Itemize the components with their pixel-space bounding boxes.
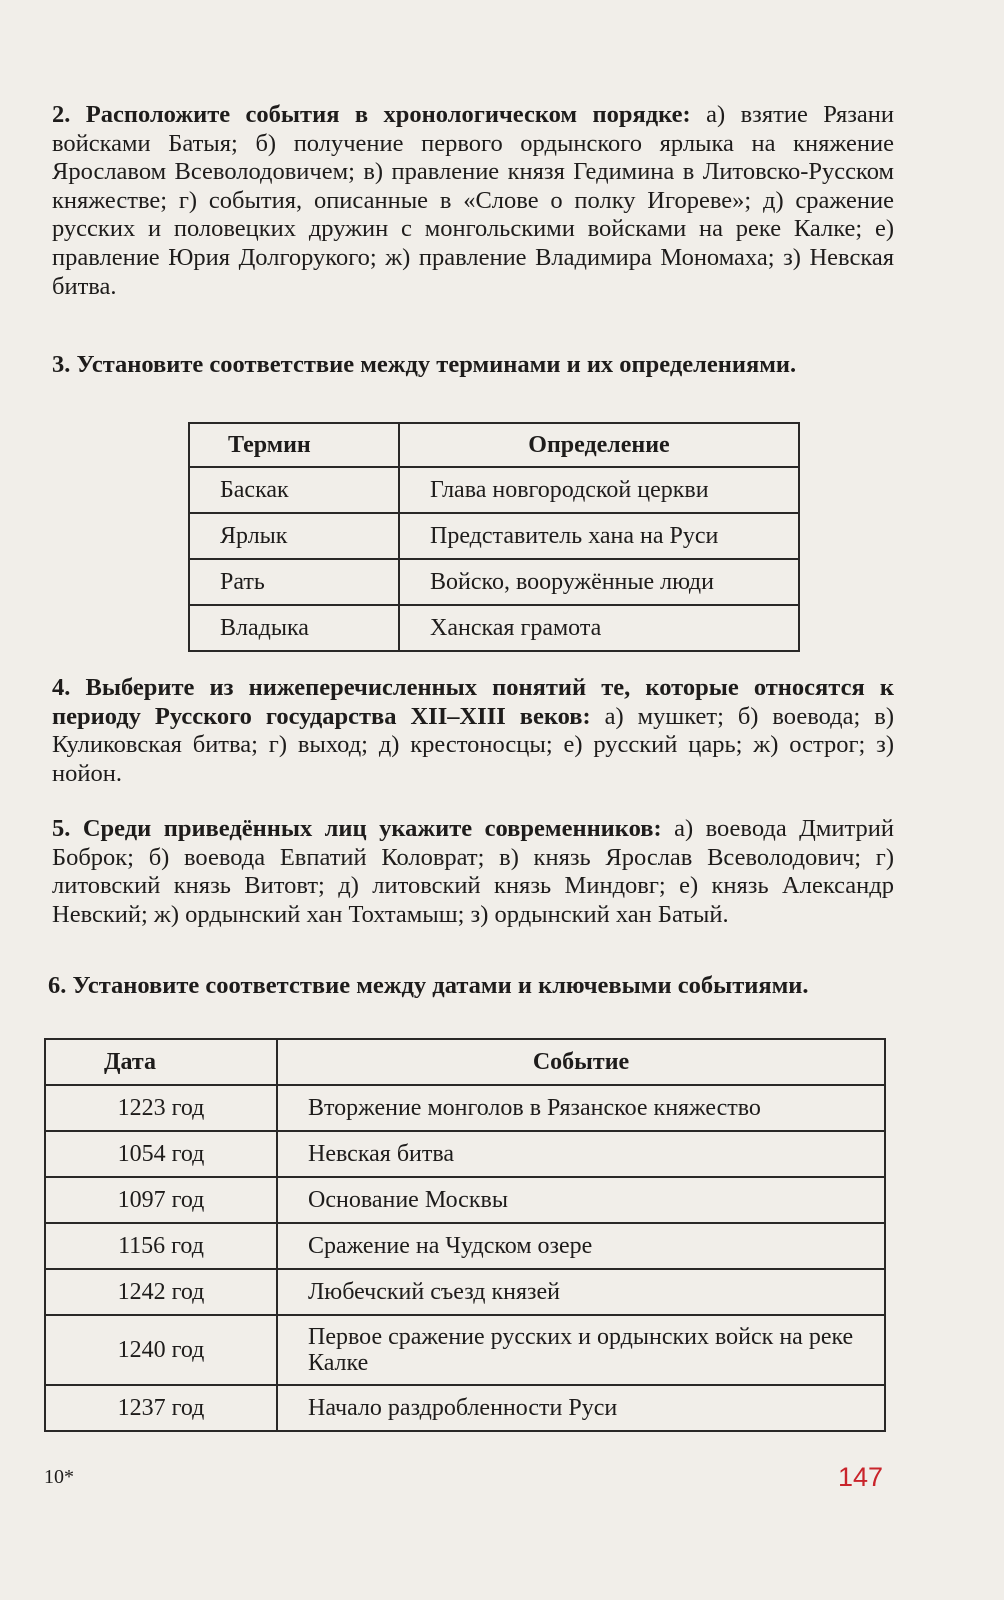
column-header-term: Термин (189, 423, 399, 467)
task-2 (52, 101, 894, 301)
task-5-heading: 5. Среди приведённых лиц укажите современников: (52, 815, 662, 842)
task-5-body: а) воевода Дмитрий Боброк; б) воевода Евпатий Коловрат; в) князь Ярослав Всеволодович; г) литовский князь Витовт; д) литовский князь Миндовг; е) князь Александр Невский; ж) ордынский хан Тохтамыш; з) ордынский хан Батый. (52, 815, 894, 928)
signature-mark: 10* (44, 1466, 74, 1488)
terms-table (188, 422, 800, 652)
task-2-body: а) взятие Рязани войсками Батыя; б) получение первого ордынского ярлыка на княжение Ярославом Всеволодовичем; в) правление князя Гедимина в Литовско-Русском княжестве; г) события, описанные в «Слове о полку Игореве»; д) сражение русских и половецких дружин с монгольскими войсками на реке Калке; е) правление Юрия Долгорукого; ж) правление Владимира Мономаха; з) Невская битва. (52, 101, 894, 300)
dates-table (44, 1038, 886, 1432)
term-cell: Ярлык (189, 513, 399, 559)
table-header-row (45, 1039, 885, 1085)
definition-cell: Ханская грамота (399, 605, 799, 651)
table-row (189, 559, 799, 605)
date-cell: 1242 год (45, 1269, 277, 1315)
term-cell: Баскак (189, 467, 399, 513)
task-4-body: а) мушкет; б) воевода; в) Куликовская битва; г) выход; д) крестоносцы; е) русский царь; ж) острог; з) нойон. (52, 702, 894, 787)
event-cell: Сражение на Чудском озере (277, 1223, 885, 1269)
task-6-heading: 6. Установите соответствие между датами и ключевыми событиями. (48, 972, 809, 999)
table-row (189, 605, 799, 651)
definition-cell: Представитель хана на Руси (399, 513, 799, 559)
event-cell: Первое сражение русских и ордынских войск на реке Калке (277, 1315, 885, 1385)
definition-cell: Войско, вооружённые люди (399, 559, 799, 605)
task-4-heading: 4. Выберите из нижеперечисленных понятий те, которые относятся к периоду Русского государства XII–XIII веков: (52, 674, 894, 730)
date-cell: 1156 год (45, 1223, 277, 1269)
date-cell: 1237 год (45, 1385, 277, 1431)
table-row (45, 1385, 885, 1431)
task-6 (48, 972, 894, 1001)
event-cell: Любечский съезд князей (277, 1269, 885, 1315)
table-row (45, 1315, 885, 1385)
column-header-date: Дата (45, 1039, 277, 1085)
table-header-row (189, 423, 799, 467)
table-row (45, 1223, 885, 1269)
event-cell: Вторжение монголов в Рязанское княжество (277, 1085, 885, 1131)
event-cell: Основание Москвы (277, 1177, 885, 1223)
table-row (189, 513, 799, 559)
event-cell: Начало раздробленности Руси (277, 1385, 885, 1431)
task-3-heading: 3. Установите соответствие между терминами и их определениями. (52, 351, 797, 378)
date-cell: 1240 год (45, 1315, 277, 1385)
task-3 (52, 351, 894, 380)
table-row (45, 1085, 885, 1131)
column-header-event: Событие (277, 1039, 885, 1085)
task-4 (52, 674, 894, 788)
table-row (45, 1177, 885, 1223)
date-cell: 1054 год (45, 1131, 277, 1177)
term-cell: Владыка (189, 605, 399, 651)
column-header-definition: Определение (399, 423, 799, 467)
table-row (45, 1269, 885, 1315)
page-number: 147 (838, 1462, 884, 1492)
date-cell: 1097 год (45, 1177, 277, 1223)
definition-cell: Глава новгородской церкви (399, 467, 799, 513)
table-row (189, 467, 799, 513)
task-5 (52, 815, 894, 929)
event-cell: Невская битва (277, 1131, 885, 1177)
task-2-heading: 2. Расположите события в хронологическом порядке: (52, 101, 691, 128)
term-cell: Рать (189, 559, 399, 605)
date-cell: 1223 год (45, 1085, 277, 1131)
table-row (45, 1131, 885, 1177)
